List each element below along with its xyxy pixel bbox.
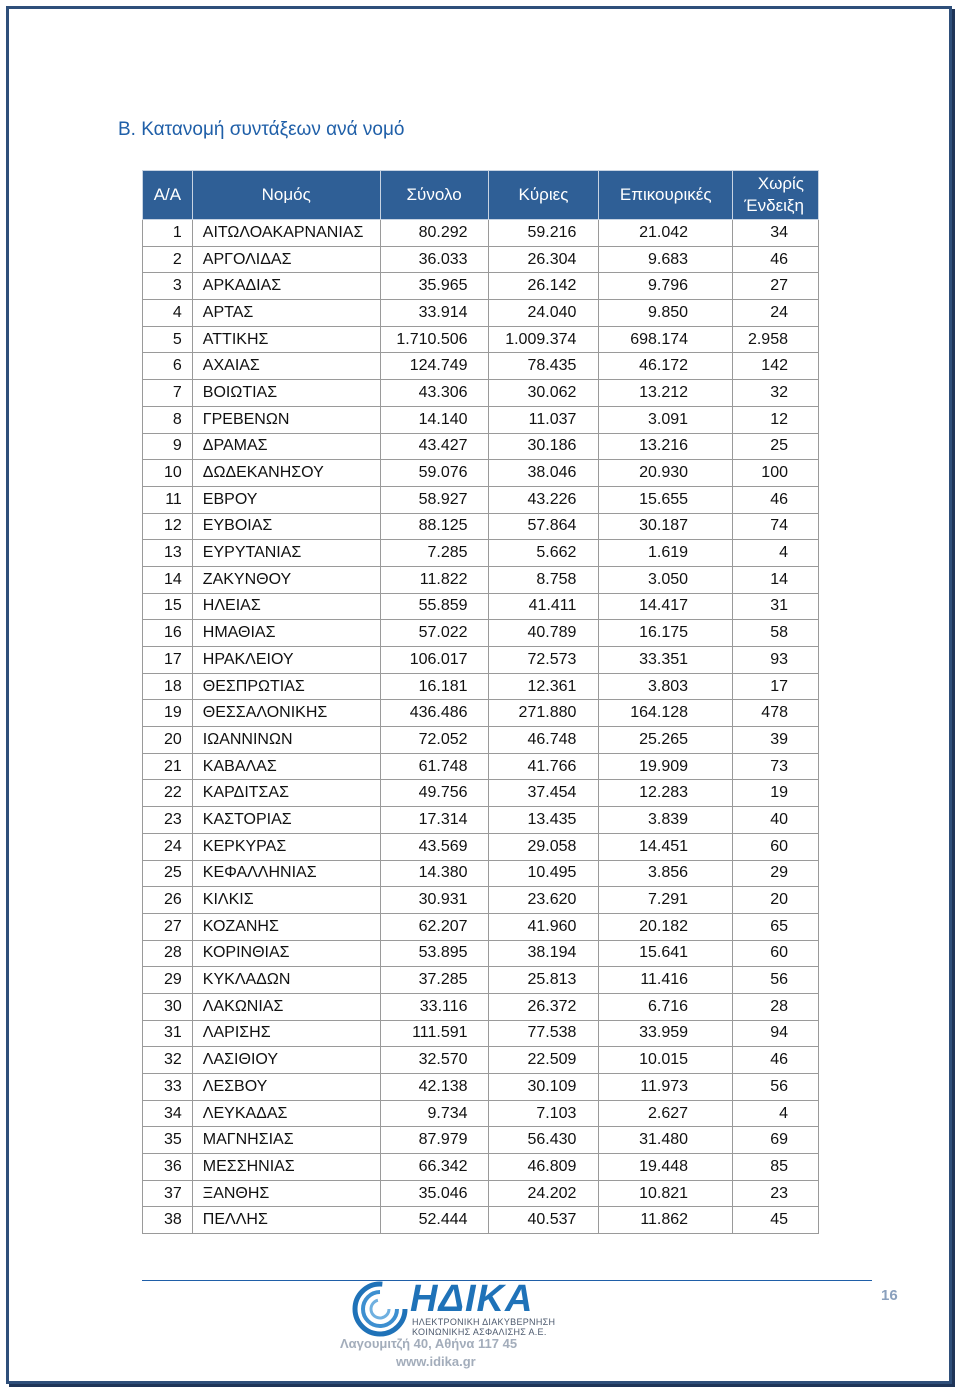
cell-auxiliary: 13.212 [599, 380, 733, 407]
cell-prefecture: ΚΕΦΑΛΛΗΝΙΑΣ [192, 860, 380, 887]
table-row [143, 1207, 819, 1234]
cell-no-indication: 23 [733, 1180, 819, 1207]
cell-main: 43.226 [488, 486, 599, 513]
cell-main: 8.758 [488, 566, 599, 593]
cell-main: 77.538 [488, 1020, 599, 1047]
cell-main: 37.454 [488, 780, 599, 807]
cell-total: 17.314 [380, 807, 488, 834]
table-row [143, 433, 819, 460]
cell-no-indication: 69 [733, 1127, 819, 1154]
cell-auxiliary: 30.187 [599, 513, 733, 540]
cell-no-indication: 39 [733, 727, 819, 754]
page-number: 16 [881, 1287, 898, 1304]
cell-main: 24.202 [488, 1180, 599, 1207]
cell-main: 29.058 [488, 833, 599, 860]
cell-total: 436.486 [380, 700, 488, 727]
cell-prefecture: ΚΥΚΛΑΔΩΝ [192, 967, 380, 994]
cell-no-indication: 29 [733, 860, 819, 887]
table-row [143, 833, 819, 860]
table-row [143, 1180, 819, 1207]
cell-prefecture: ΓΡΕΒΕΝΩΝ [192, 406, 380, 433]
cell-prefecture: ΞΑΝΘΗΣ [192, 1180, 380, 1207]
cell-auxiliary: 19.448 [599, 1154, 733, 1181]
cell-aa: 26 [143, 887, 193, 914]
header-total: Σύνολο [380, 171, 488, 220]
cell-total: 33.914 [380, 300, 488, 327]
cell-no-indication: 46 [733, 1047, 819, 1074]
cell-prefecture: ΛΕΣΒΟΥ [192, 1074, 380, 1101]
cell-no-indication: 56 [733, 967, 819, 994]
table-row [143, 860, 819, 887]
cell-prefecture: ΛΑΚΩΝΙΑΣ [192, 993, 380, 1020]
table-row [143, 326, 819, 353]
cell-auxiliary: 2.627 [599, 1100, 733, 1127]
cell-no-indication: 20 [733, 887, 819, 914]
cell-auxiliary: 11.973 [599, 1074, 733, 1101]
cell-main: 13.435 [488, 807, 599, 834]
cell-main: 26.142 [488, 273, 599, 300]
cell-no-indication: 14 [733, 566, 819, 593]
cell-auxiliary: 11.416 [599, 967, 733, 994]
cell-no-indication: 85 [733, 1154, 819, 1181]
cell-no-indication: 65 [733, 913, 819, 940]
cell-aa: 31 [143, 1020, 193, 1047]
cell-total: 72.052 [380, 727, 488, 754]
cell-aa: 5 [143, 326, 193, 353]
cell-main: 23.620 [488, 887, 599, 914]
cell-no-indication: 27 [733, 273, 819, 300]
cell-total: 30.931 [380, 887, 488, 914]
cell-prefecture: ΚΟΖΑΝΗΣ [192, 913, 380, 940]
cell-main: 22.509 [488, 1047, 599, 1074]
cell-aa: 11 [143, 486, 193, 513]
header-aux: Επικουρικές [599, 171, 733, 220]
cell-prefecture: ΘΕΣΣΑΛΟΝΙΚΗΣ [192, 700, 380, 727]
cell-auxiliary: 7.291 [599, 887, 733, 914]
cell-aa: 20 [143, 727, 193, 754]
table-row [143, 593, 819, 620]
cell-prefecture: ΚΑΣΤΟΡΙΑΣ [192, 807, 380, 834]
cell-prefecture: ΛΑΣΙΘΙΟΥ [192, 1047, 380, 1074]
cell-total: 55.859 [380, 593, 488, 620]
cell-auxiliary: 3.839 [599, 807, 733, 834]
cell-auxiliary: 10.015 [599, 1047, 733, 1074]
cell-aa: 27 [143, 913, 193, 940]
cell-no-indication: 34 [733, 220, 819, 247]
cell-no-indication: 4 [733, 1100, 819, 1127]
cell-prefecture: ΗΛΕΙΑΣ [192, 593, 380, 620]
cell-aa: 21 [143, 753, 193, 780]
table-row [143, 1100, 819, 1127]
cell-total: 43.427 [380, 433, 488, 460]
cell-no-indication: 12 [733, 406, 819, 433]
cell-no-indication: 93 [733, 647, 819, 674]
table-row [143, 220, 819, 247]
cell-prefecture: ΑΙΤΩΛΟΑΚΑΡΝΑΝΙΑΣ [192, 220, 380, 247]
cell-aa: 15 [143, 593, 193, 620]
table-row [143, 647, 819, 674]
cell-prefecture: ΕΥΡΥΤΑΝΙΑΣ [192, 540, 380, 567]
cell-main: 41.766 [488, 753, 599, 780]
table-row [143, 753, 819, 780]
cell-main: 78.435 [488, 353, 599, 380]
cell-main: 12.361 [488, 673, 599, 700]
table-body [143, 220, 819, 1234]
cell-auxiliary: 46.172 [599, 353, 733, 380]
cell-auxiliary: 3.050 [599, 566, 733, 593]
cell-aa: 4 [143, 300, 193, 327]
cell-no-indication: 73 [733, 753, 819, 780]
table-row [143, 700, 819, 727]
cell-aa: 30 [143, 993, 193, 1020]
cell-aa: 18 [143, 673, 193, 700]
cell-no-indication: 46 [733, 486, 819, 513]
cell-aa: 9 [143, 433, 193, 460]
cell-main: 41.960 [488, 913, 599, 940]
cell-auxiliary: 14.417 [599, 593, 733, 620]
table-header-row [143, 171, 819, 220]
table-row [143, 380, 819, 407]
cell-auxiliary: 33.351 [599, 647, 733, 674]
cell-prefecture: ΚΑΡΔΙΤΣΑΣ [192, 780, 380, 807]
cell-aa: 13 [143, 540, 193, 567]
footer-website: www.idika.gr [396, 1354, 476, 1369]
cell-prefecture: ΕΒΡΟΥ [192, 486, 380, 513]
cell-total: 16.181 [380, 673, 488, 700]
cell-no-indication: 45 [733, 1207, 819, 1234]
cell-auxiliary: 14.451 [599, 833, 733, 860]
cell-aa: 38 [143, 1207, 193, 1234]
cell-main: 57.864 [488, 513, 599, 540]
cell-main: 38.194 [488, 940, 599, 967]
cell-main: 24.040 [488, 300, 599, 327]
cell-main: 46.748 [488, 727, 599, 754]
cell-prefecture: ΑΡΚΑΔΙΑΣ [192, 273, 380, 300]
cell-total: 9.734 [380, 1100, 488, 1127]
cell-main: 11.037 [488, 406, 599, 433]
cell-no-indication: 46 [733, 246, 819, 273]
cell-total: 62.207 [380, 913, 488, 940]
table-row [143, 620, 819, 647]
table-row [143, 406, 819, 433]
cell-prefecture: ΑΡΓΟΛΙΔΑΣ [192, 246, 380, 273]
cell-main: 38.046 [488, 460, 599, 487]
cell-main: 26.304 [488, 246, 599, 273]
cell-total: 37.285 [380, 967, 488, 994]
table-row [143, 913, 819, 940]
cell-main: 56.430 [488, 1127, 599, 1154]
cell-prefecture: ΑΧΑΙΑΣ [192, 353, 380, 380]
cell-main: 59.216 [488, 220, 599, 247]
cell-no-indication: 58 [733, 620, 819, 647]
cell-prefecture: ΗΜΑΘΙΑΣ [192, 620, 380, 647]
cell-main: 30.109 [488, 1074, 599, 1101]
cell-prefecture: ΛΑΡΙΣΗΣ [192, 1020, 380, 1047]
cell-total: 35.965 [380, 273, 488, 300]
cell-no-indication: 142 [733, 353, 819, 380]
table-row [143, 273, 819, 300]
cell-no-indication: 56 [733, 1074, 819, 1101]
table-row [143, 353, 819, 380]
cell-aa: 10 [143, 460, 193, 487]
cell-no-indication: 17 [733, 673, 819, 700]
cell-aa: 32 [143, 1047, 193, 1074]
cell-prefecture: ΑΤΤΙΚΗΣ [192, 326, 380, 353]
cell-aa: 3 [143, 273, 193, 300]
cell-total: 58.927 [380, 486, 488, 513]
cell-aa: 23 [143, 807, 193, 834]
table-row [143, 1154, 819, 1181]
cell-aa: 17 [143, 647, 193, 674]
cell-total: 49.756 [380, 780, 488, 807]
cell-auxiliary: 12.283 [599, 780, 733, 807]
cell-auxiliary: 6.716 [599, 993, 733, 1020]
logo-subtitle-line1: ΗΛΕΚΤΡΟΝΙΚΗ ΔΙΑΚΥΒΕΡΝΗΣΗ [412, 1317, 556, 1327]
cell-total: 35.046 [380, 1180, 488, 1207]
cell-main: 25.813 [488, 967, 599, 994]
cell-total: 61.748 [380, 753, 488, 780]
cell-aa: 14 [143, 566, 193, 593]
cell-total: 88.125 [380, 513, 488, 540]
cell-auxiliary: 15.655 [599, 486, 733, 513]
table-row [143, 967, 819, 994]
cell-prefecture: ΘΕΣΠΡΩΤΙΑΣ [192, 673, 380, 700]
cell-auxiliary: 9.796 [599, 273, 733, 300]
cell-aa: 6 [143, 353, 193, 380]
cell-no-indication: 60 [733, 940, 819, 967]
cell-auxiliary: 3.091 [599, 406, 733, 433]
cell-auxiliary: 3.856 [599, 860, 733, 887]
cell-main: 30.062 [488, 380, 599, 407]
cell-auxiliary: 25.265 [599, 727, 733, 754]
cell-auxiliary: 15.641 [599, 940, 733, 967]
cell-total: 14.140 [380, 406, 488, 433]
cell-no-indication: 4 [733, 540, 819, 567]
cell-auxiliary: 9.683 [599, 246, 733, 273]
cell-main: 271.880 [488, 700, 599, 727]
cell-aa: 29 [143, 967, 193, 994]
cell-main: 40.789 [488, 620, 599, 647]
cell-auxiliary: 20.930 [599, 460, 733, 487]
cell-auxiliary: 164.128 [599, 700, 733, 727]
table-row [143, 513, 819, 540]
cell-no-indication: 100 [733, 460, 819, 487]
table-row [143, 460, 819, 487]
cell-aa: 28 [143, 940, 193, 967]
table-row [143, 673, 819, 700]
cell-aa: 16 [143, 620, 193, 647]
cell-auxiliary: 10.821 [599, 1180, 733, 1207]
cell-main: 10.495 [488, 860, 599, 887]
cell-total: 52.444 [380, 1207, 488, 1234]
cell-prefecture: ΜΑΓΝΗΣΙΑΣ [192, 1127, 380, 1154]
cell-auxiliary: 20.182 [599, 913, 733, 940]
cell-prefecture: ΒΟΙΩΤΙΑΣ [192, 380, 380, 407]
logo-text: ΗΔΙΚΑ [410, 1278, 534, 1320]
cell-auxiliary: 16.175 [599, 620, 733, 647]
table-row [143, 807, 819, 834]
table-row [143, 486, 819, 513]
cell-auxiliary: 698.174 [599, 326, 733, 353]
cell-aa: 24 [143, 833, 193, 860]
cell-total: 111.591 [380, 1020, 488, 1047]
cell-total: 106.017 [380, 647, 488, 674]
cell-total: 43.569 [380, 833, 488, 860]
cell-main: 7.103 [488, 1100, 599, 1127]
cell-prefecture: ΙΩΑΝΝΙΝΩΝ [192, 727, 380, 754]
cell-total: 53.895 [380, 940, 488, 967]
cell-prefecture: ΔΩΔΕΚΑΝΗΣΟΥ [192, 460, 380, 487]
cell-aa: 36 [143, 1154, 193, 1181]
cell-aa: 19 [143, 700, 193, 727]
cell-total: 14.380 [380, 860, 488, 887]
cell-no-indication: 94 [733, 1020, 819, 1047]
cell-prefecture: ΚΟΡΙΝΘΙΑΣ [192, 940, 380, 967]
cell-total: 11.822 [380, 566, 488, 593]
cell-aa: 12 [143, 513, 193, 540]
logo-subtitle-line2: ΚΟΙΝΩΝΙΚΗΣ ΑΣΦΑΛΙΣΗΣ Α.Ε. [412, 1327, 547, 1337]
cell-total: 1.710.506 [380, 326, 488, 353]
cell-aa: 25 [143, 860, 193, 887]
cell-no-indication: 40 [733, 807, 819, 834]
table-row [143, 300, 819, 327]
cell-no-indication: 25 [733, 433, 819, 460]
cell-aa: 1 [143, 220, 193, 247]
cell-auxiliary: 31.480 [599, 1127, 733, 1154]
cell-prefecture: ΖΑΚΥΝΘΟΥ [192, 566, 380, 593]
table-row [143, 940, 819, 967]
section-title: Β. Κατανομή συντάξεων ανά νομό [118, 119, 405, 140]
cell-aa: 35 [143, 1127, 193, 1154]
cell-aa: 34 [143, 1100, 193, 1127]
cell-auxiliary: 33.959 [599, 1020, 733, 1047]
cell-total: 32.570 [380, 1047, 488, 1074]
cell-total: 33.116 [380, 993, 488, 1020]
table-row [143, 540, 819, 567]
cell-main: 41.411 [488, 593, 599, 620]
cell-main: 1.009.374 [488, 326, 599, 353]
header-none-line1: Χωρίς [757, 174, 804, 193]
header-name: Νομός [192, 171, 380, 220]
header-aa: Α/Α [143, 171, 193, 220]
cell-main: 46.809 [488, 1154, 599, 1181]
cell-total: 43.306 [380, 380, 488, 407]
cell-no-indication: 32 [733, 380, 819, 407]
cell-prefecture: ΑΡΤΑΣ [192, 300, 380, 327]
table-row [143, 1020, 819, 1047]
cell-no-indication: 60 [733, 833, 819, 860]
cell-no-indication: 74 [733, 513, 819, 540]
header-none [733, 171, 819, 220]
cell-prefecture: ΚΑΒΑΛΑΣ [192, 753, 380, 780]
header-none-line2: Ένδειξη [744, 196, 804, 215]
cell-auxiliary: 21.042 [599, 220, 733, 247]
cell-aa: 8 [143, 406, 193, 433]
cell-aa: 22 [143, 780, 193, 807]
cell-main: 72.573 [488, 647, 599, 674]
cell-auxiliary: 11.862 [599, 1207, 733, 1234]
cell-aa: 37 [143, 1180, 193, 1207]
cell-aa: 7 [143, 380, 193, 407]
cell-no-indication: 478 [733, 700, 819, 727]
cell-aa: 2 [143, 246, 193, 273]
cell-total: 7.285 [380, 540, 488, 567]
cell-auxiliary: 1.619 [599, 540, 733, 567]
cell-prefecture: ΜΕΣΣΗΝΙΑΣ [192, 1154, 380, 1181]
table-row [143, 1074, 819, 1101]
cell-prefecture: ΚΕΡΚΥΡΑΣ [192, 833, 380, 860]
table-row [143, 1127, 819, 1154]
header-main: Κύριες [488, 171, 599, 220]
table-row [143, 1047, 819, 1074]
cell-no-indication: 19 [733, 780, 819, 807]
table-row [143, 566, 819, 593]
cell-no-indication: 28 [733, 993, 819, 1020]
cell-total: 66.342 [380, 1154, 488, 1181]
cell-prefecture: ΕΥΒΟΙΑΣ [192, 513, 380, 540]
cell-aa: 33 [143, 1074, 193, 1101]
table-row [143, 727, 819, 754]
table-row [143, 780, 819, 807]
cell-prefecture: ΠΕΛΛΗΣ [192, 1207, 380, 1234]
cell-total: 80.292 [380, 220, 488, 247]
cell-prefecture: ΚΙΛΚΙΣ [192, 887, 380, 914]
cell-auxiliary: 13.216 [599, 433, 733, 460]
table-row [143, 993, 819, 1020]
cell-auxiliary: 19.909 [599, 753, 733, 780]
cell-auxiliary: 3.803 [599, 673, 733, 700]
cell-prefecture: ΗΡΑΚΛΕΙΟΥ [192, 647, 380, 674]
cell-total: 36.033 [380, 246, 488, 273]
footer-address: Λαγουμιτζή 40, Αθήνα 117 45 [340, 1336, 518, 1351]
table-row [143, 887, 819, 914]
idika-logo-icon [352, 1281, 408, 1337]
cell-prefecture: ΔΡΑΜΑΣ [192, 433, 380, 460]
cell-auxiliary: 9.850 [599, 300, 733, 327]
cell-total: 87.979 [380, 1127, 488, 1154]
cell-main: 26.372 [488, 993, 599, 1020]
cell-total: 124.749 [380, 353, 488, 380]
cell-main: 5.662 [488, 540, 599, 567]
cell-main: 40.537 [488, 1207, 599, 1234]
cell-total: 57.022 [380, 620, 488, 647]
cell-no-indication: 24 [733, 300, 819, 327]
cell-main: 30.186 [488, 433, 599, 460]
cell-no-indication: 2.958 [733, 326, 819, 353]
cell-no-indication: 31 [733, 593, 819, 620]
table-row [143, 246, 819, 273]
pensions-by-prefecture-table [142, 170, 819, 1234]
cell-prefecture: ΛΕΥΚΑΔΑΣ [192, 1100, 380, 1127]
cell-total: 59.076 [380, 460, 488, 487]
cell-total: 42.138 [380, 1074, 488, 1101]
